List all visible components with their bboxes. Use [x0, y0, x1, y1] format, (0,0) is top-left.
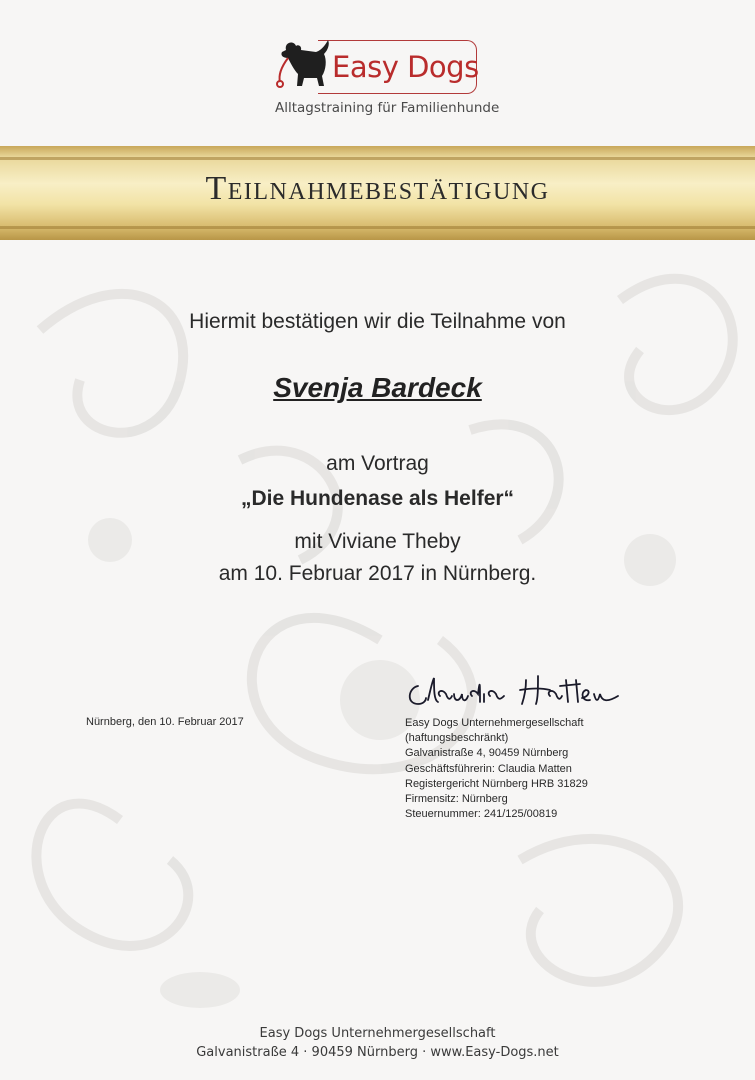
company-details	[405, 716, 588, 822]
date-place-line: am 10. Februar 2017 in Nürnberg.	[218, 562, 537, 585]
company-line: Firmensitz: Nürnberg	[405, 793, 508, 806]
footer-address: Galvanistraße 4 · 90459 Nürnberg · www.Easy-Dogs.net	[196, 1045, 559, 1060]
company-line: Registergericht Nürnberg HRB 31829	[405, 777, 588, 790]
banner-rule-bottom	[0, 226, 755, 229]
place-and-date: Nürnberg, den 10. Februar 2017	[86, 716, 244, 728]
company-line: Galvanistraße 4, 90459 Nürnberg	[405, 747, 569, 760]
footer-company: Easy Dogs Unternehmergesellschaft	[259, 1026, 496, 1041]
intro-text: Hiermit bestätigen wir die Teilnahme von	[189, 310, 566, 333]
logo	[272, 36, 500, 126]
certificate-title: Teilnahmebestätigung	[205, 170, 550, 207]
speaker-line: mit Viviane Theby	[294, 530, 461, 553]
company-line: (haftungsbeschränkt)	[405, 732, 509, 745]
handwritten-signature	[404, 670, 634, 714]
event-type: am Vortrag	[326, 452, 429, 475]
dog-with-leash-icon	[272, 36, 334, 96]
company-line: Steuernummer: 241/125/00819	[405, 808, 558, 821]
company-line: Easy Dogs Unternehmergesellschaft	[405, 717, 584, 729]
participant-name: Svenja Bardeck	[273, 372, 482, 403]
company-line: Geschäftsführerin: Claudia Matten	[405, 762, 572, 775]
brand-tagline: Alltagstraining für Familienhunde	[275, 100, 500, 116]
banner-rule-top	[0, 157, 755, 160]
brand-name: Easy Dogs	[332, 50, 479, 84]
event-title: „Die Hundenase als Helfer“	[240, 487, 515, 510]
